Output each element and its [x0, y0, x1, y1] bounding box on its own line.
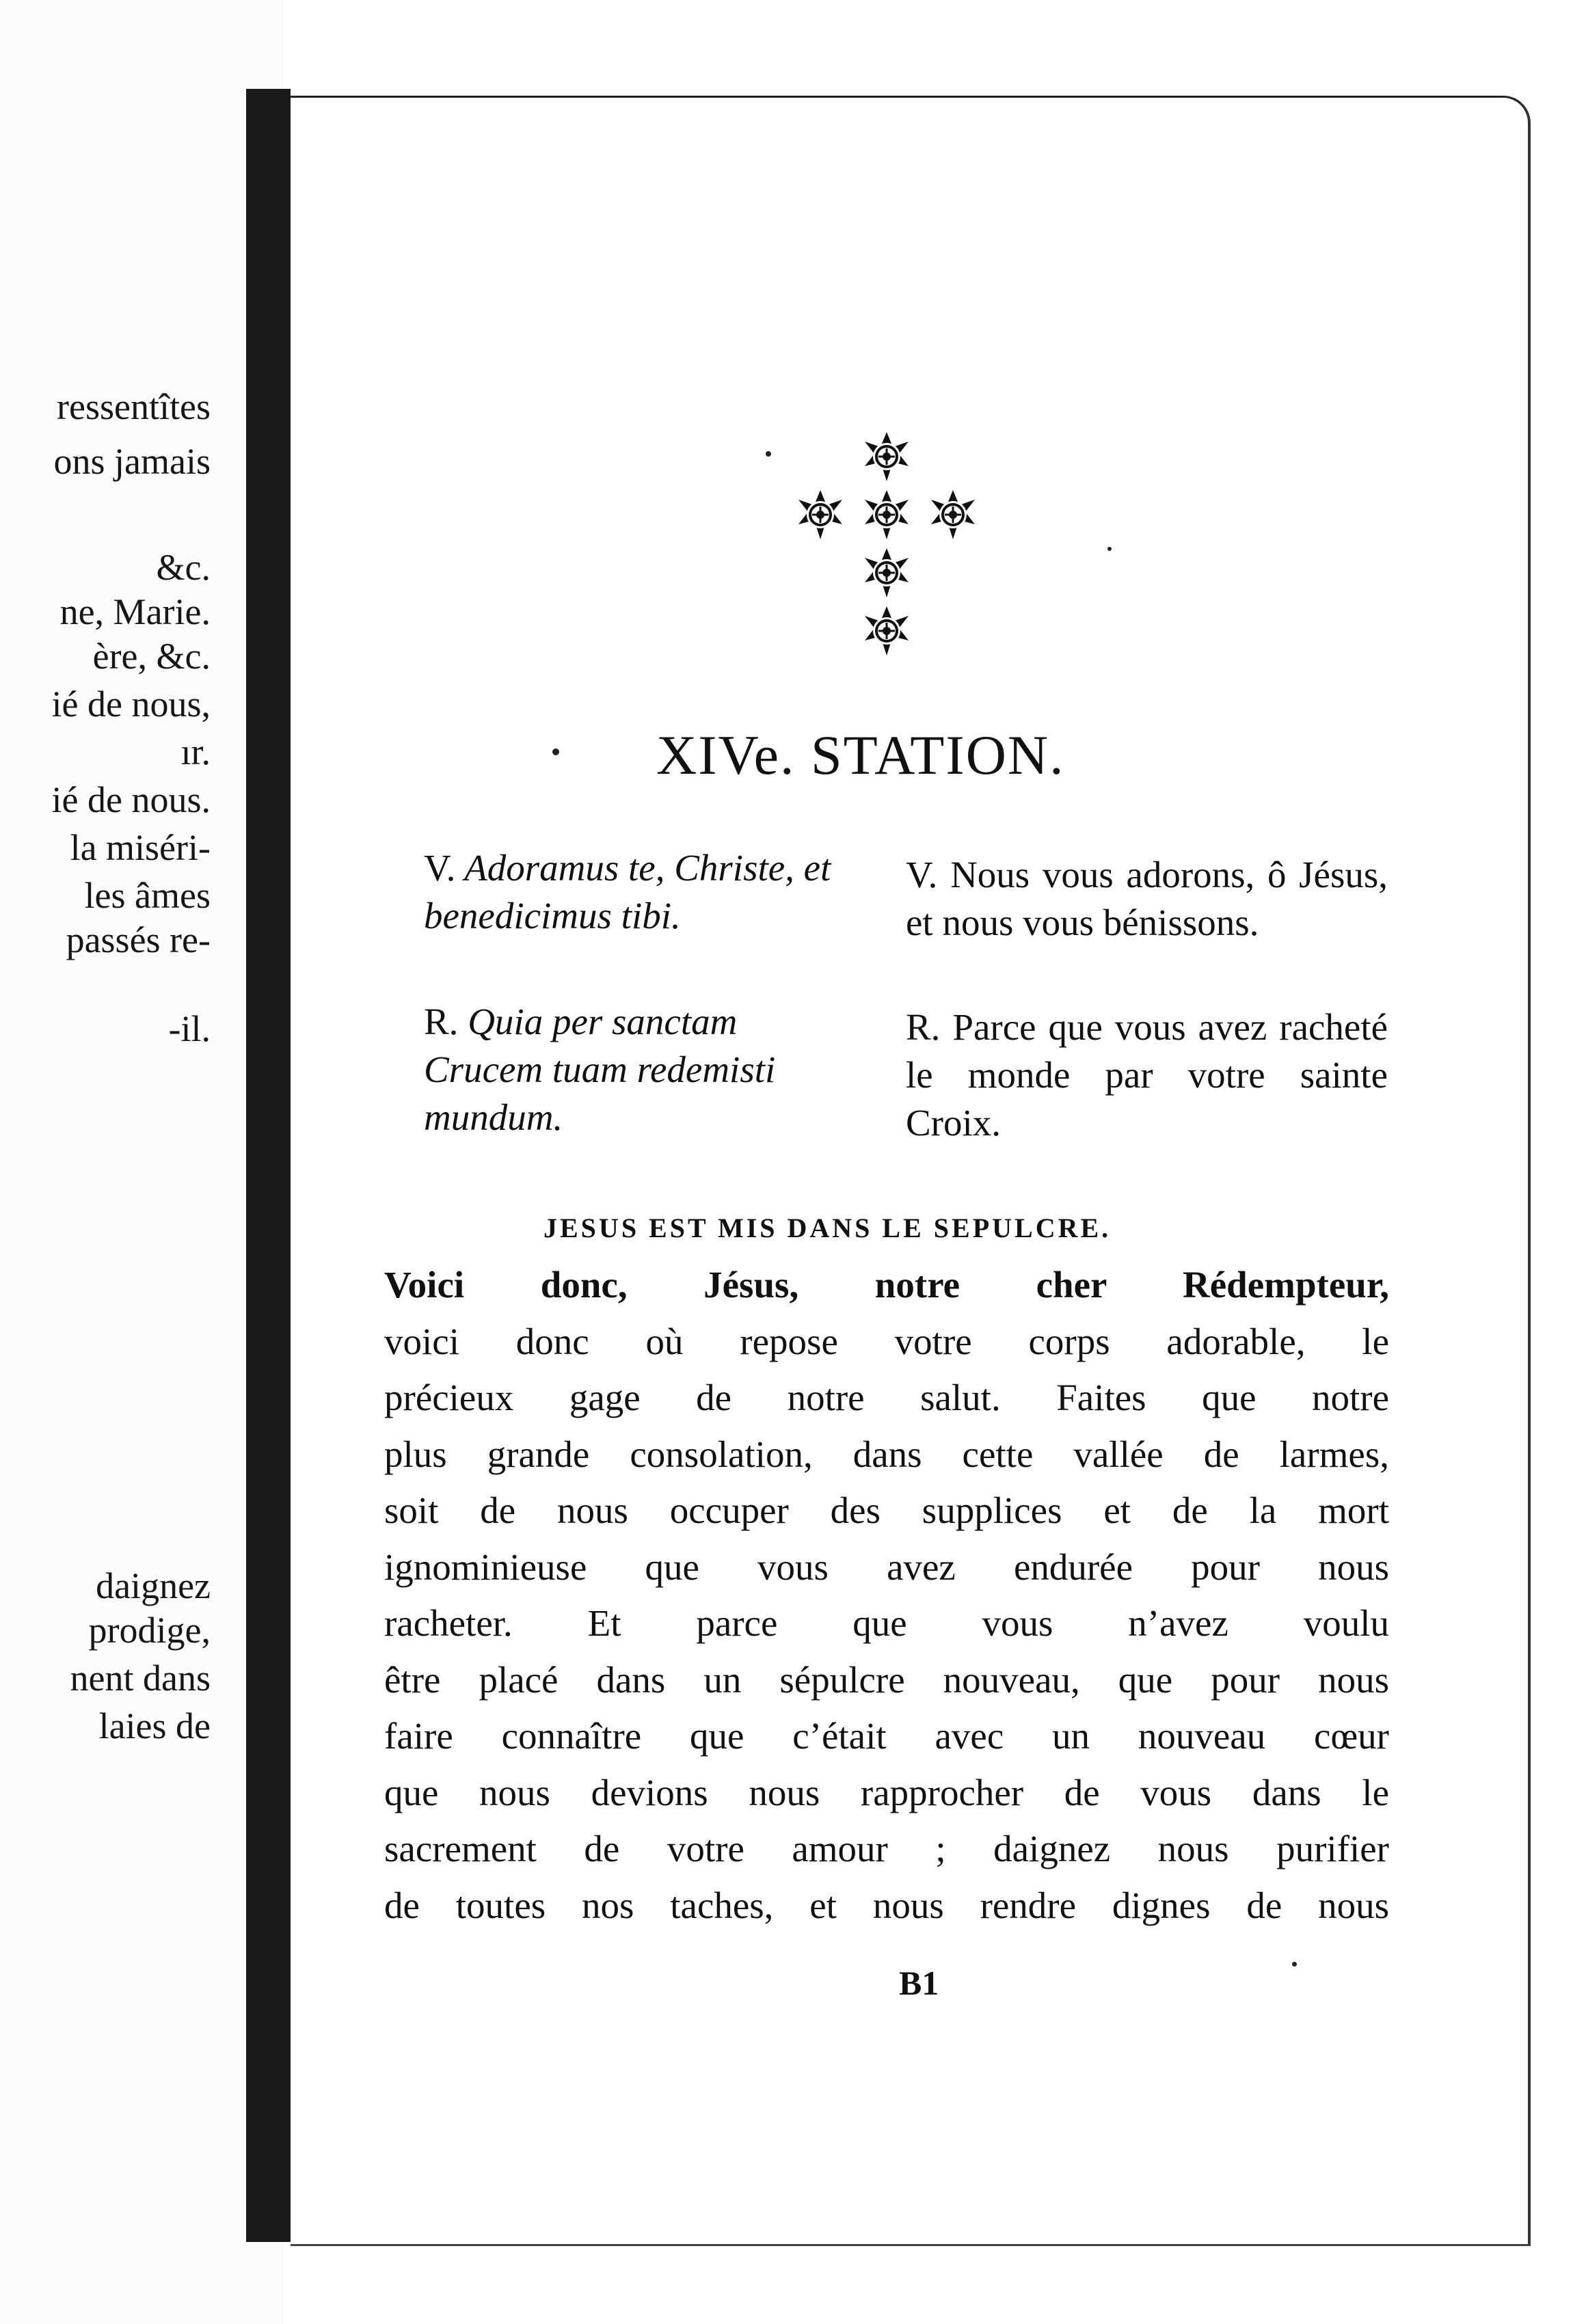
ink-speck	[1107, 547, 1112, 551]
facing-page	[0, 0, 284, 2324]
latin-versicle	[424, 844, 861, 940]
facing-page-line: prodige,	[88, 1610, 211, 1651]
facing-page-line: ır.	[180, 731, 211, 772]
body-line: racheter. Et parce que vous n’avez voulu	[384, 1602, 1389, 1644]
facing-page-line: laies de	[98, 1705, 211, 1746]
latin-versicle-text: Adoramus te, Christe, et benedicimus tibi.	[424, 847, 831, 936]
facing-page-line: la miséri-	[70, 827, 211, 868]
facing-page-line: &c.	[156, 547, 211, 588]
french-versicle	[906, 851, 1388, 947]
body-line: soit de nous occuper des supplices et de la mort	[384, 1489, 1389, 1531]
facing-page-line: ié de nous,	[51, 684, 211, 725]
facing-page-line: ressentîtes	[57, 386, 211, 427]
book-gutter	[246, 89, 291, 2242]
versicle-label: V.	[906, 854, 938, 895]
body-line: de toutes nos taches, et nous rendre dignes de nous	[384, 1884, 1389, 1926]
response-label: R.	[906, 1006, 941, 1048]
response-label: R.	[424, 1001, 459, 1042]
french-versicle-text: Nous vous adorons, ô Jésus, et nous vous bénissons.	[906, 854, 1388, 943]
facing-page-line: -il.	[168, 1008, 211, 1049]
facing-page-line: passés re-	[66, 919, 211, 960]
facing-page-line: daignez	[96, 1565, 211, 1606]
body-line: précieux gage de notre salut. Faites que notre	[384, 1377, 1389, 1418]
french-response-text: Parce que vous avez racheté le monde par votre sainte Croix.	[906, 1006, 1388, 1144]
station-title: XIVe. STATION.	[656, 724, 1065, 786]
signature-mark: B1	[899, 1964, 939, 2002]
latin-response-text: Quia per sanctam Crucem tuam redemisti mundum.	[424, 1001, 776, 1138]
facing-page-line: les âmes	[84, 875, 211, 916]
cross-ornament-icon	[793, 429, 981, 665]
body-line: ignominieuse que vous avez endurée pour nous	[384, 1545, 1389, 1588]
facing-page-line: ons jamais	[53, 441, 211, 482]
body-line: être placé dans un sépulcre nouveau, que pour nous	[384, 1658, 1389, 1701]
versicle-label: V.	[424, 847, 456, 889]
french-response	[906, 1003, 1388, 1147]
body-line: voici donc où repose votre corps adorable, le	[384, 1320, 1389, 1362]
facing-page-line: ié de nous.	[51, 779, 211, 820]
facing-page-line: ne, Marie.	[59, 591, 211, 632]
ink-speck	[552, 748, 559, 755]
facing-page-line: nent dans	[70, 1658, 211, 1699]
facing-page-line: ère, &c.	[92, 636, 211, 677]
latin-response	[424, 998, 861, 1141]
body-line: Voici donc, Jésus, notre cher Rédempteur,	[384, 1264, 1389, 1306]
section-heading: JESUS EST MIS DANS LE SEPULCRE.	[543, 1213, 1112, 1243]
body-line: plus grande consolation, dans cette vallée de larmes,	[384, 1433, 1389, 1475]
body-line: que nous devions nous rapprocher de vous dans le	[384, 1771, 1389, 1813]
body-line: faire connaître que c’était avec un nouveau cœur	[384, 1715, 1389, 1757]
ink-speck	[1292, 1962, 1297, 1967]
ink-speck	[766, 451, 771, 457]
body-line: sacrement de votre amour ; daignez nous purifier	[384, 1828, 1389, 1869]
